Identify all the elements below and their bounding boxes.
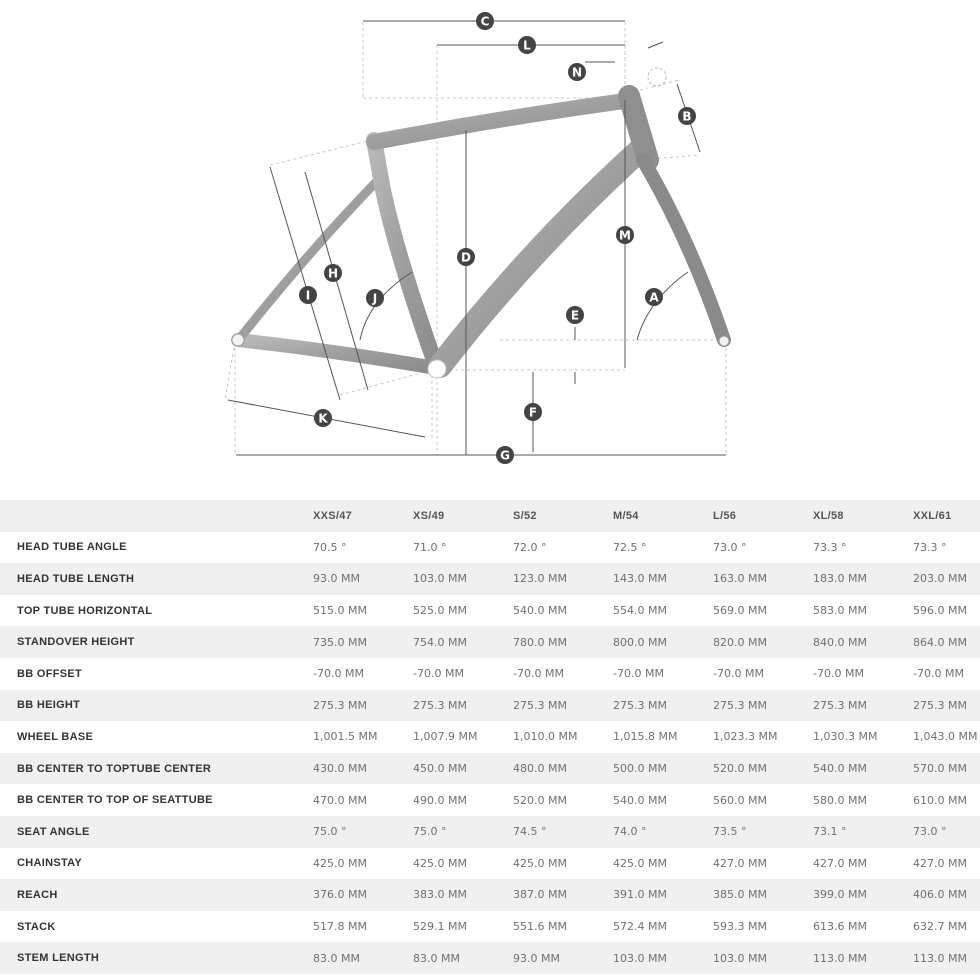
- marker-B: [678, 107, 696, 125]
- column-header: [0, 500, 313, 532]
- table-cell: -70.0 MM: [713, 667, 764, 681]
- table-cell: 399.0 MM: [813, 888, 867, 902]
- table-cell: -70.0 MM: [413, 667, 464, 681]
- table-cell: 540.0 MM: [513, 604, 567, 618]
- table-cell: 103.0 MM: [413, 572, 467, 586]
- row-label: BB OFFSET: [17, 667, 83, 680]
- svg-text:M: M: [619, 228, 631, 243]
- column-header: XL/58: [813, 509, 844, 522]
- table-row: [0, 848, 980, 880]
- table-cell: 1,001.5 MM: [313, 730, 378, 744]
- marker-D: [457, 248, 475, 266]
- row-label: STACK: [17, 920, 56, 933]
- marker-K: [314, 409, 332, 427]
- table-cell: -70.0 MM: [613, 667, 664, 681]
- table-cell: 840.0 MM: [813, 635, 867, 649]
- table-cell: 73.3 °: [813, 540, 847, 554]
- row-label: CHAINSTAY: [17, 857, 83, 870]
- geometry-table: [0, 500, 980, 974]
- table-cell: 73.1 °: [813, 825, 847, 839]
- table-cell: 143.0 MM: [613, 572, 667, 586]
- svg-text:J: J: [372, 291, 378, 306]
- svg-text:D: D: [461, 250, 471, 265]
- marker-G: [496, 446, 514, 464]
- svg-text:F: F: [528, 405, 538, 420]
- table-cell: 406.0 MM: [913, 888, 967, 902]
- marker-A: [645, 288, 663, 306]
- table-cell: 1,043.0 MM: [913, 730, 978, 744]
- marker-C: [476, 12, 494, 30]
- table-cell: 570.0 MM: [913, 762, 967, 776]
- table-row: [0, 595, 980, 627]
- table-row: [0, 721, 980, 753]
- column-header: S/52: [513, 509, 537, 522]
- marker-M: [616, 226, 634, 244]
- table-row: [0, 626, 980, 658]
- table-cell: 183.0 MM: [813, 572, 867, 586]
- table-header-row: [0, 500, 980, 532]
- row-label: TOP TUBE HORIZONTAL: [17, 604, 153, 617]
- table-cell: -70.0 MM: [513, 667, 564, 681]
- table-cell: 540.0 MM: [813, 762, 867, 776]
- column-header: L/56: [713, 509, 737, 522]
- table-row: [0, 563, 980, 595]
- table-cell: 376.0 MM: [313, 888, 367, 902]
- bottom-bracket: [428, 360, 446, 378]
- table-cell: 450.0 MM: [413, 762, 467, 776]
- table-cell: 596.0 MM: [913, 604, 967, 618]
- table-row: [0, 911, 980, 943]
- table-cell: 73.5 °: [713, 825, 747, 839]
- table-cell: 163.0 MM: [713, 572, 767, 586]
- table-cell: 275.3 MM: [813, 698, 867, 712]
- row-label: STANDOVER HEIGHT: [17, 636, 135, 649]
- table-cell: 71.0 °: [413, 540, 447, 554]
- table-cell: 430.0 MM: [313, 762, 367, 776]
- table-cell: 593.3 MM: [713, 920, 767, 934]
- marker-I: [299, 286, 317, 304]
- table-cell: -70.0 MM: [813, 667, 864, 681]
- table-row: [0, 816, 980, 848]
- table-row: [0, 532, 980, 564]
- table-cell: 520.0 MM: [513, 793, 567, 807]
- table-cell: 203.0 MM: [913, 572, 967, 586]
- table-row: [0, 879, 980, 911]
- table-cell: 632.7 MM: [913, 920, 967, 934]
- row-label: BB CENTER TO TOPTUBE CENTER: [17, 762, 212, 775]
- table-cell: 74.0 °: [613, 825, 647, 839]
- table-cell: 780.0 MM: [513, 635, 567, 649]
- table-cell: 1,010.0 MM: [513, 730, 578, 744]
- row-label: WHEEL BASE: [17, 730, 94, 743]
- marker-L: [518, 36, 536, 54]
- table-cell: 93.0 MM: [513, 951, 560, 965]
- table-cell: 275.3 MM: [513, 698, 567, 712]
- marker-N: [568, 63, 586, 81]
- table-cell: 864.0 MM: [913, 635, 967, 649]
- table-cell: 613.6 MM: [813, 920, 867, 934]
- table-row: [0, 753, 980, 785]
- dimension-lines: [228, 21, 726, 455]
- table-cell: 754.0 MM: [413, 635, 467, 649]
- table-cell: -70.0 MM: [913, 667, 964, 681]
- table-cell: 113.0 MM: [813, 951, 867, 965]
- table-cell: 520.0 MM: [713, 762, 767, 776]
- table-cell: 1,007.9 MM: [413, 730, 478, 744]
- column-header: XS/49: [413, 509, 445, 522]
- table-cell: 275.3 MM: [613, 698, 667, 712]
- table-cell: 73.3 °: [913, 540, 947, 554]
- row-label: BB HEIGHT: [17, 699, 81, 712]
- table-cell: 580.0 MM: [813, 793, 867, 807]
- table-cell: 517.8 MM: [313, 920, 367, 934]
- table-row: [0, 784, 980, 816]
- table-cell: 275.3 MM: [713, 698, 767, 712]
- table-cell: 70.5 °: [313, 540, 347, 554]
- table-cell: 427.0 MM: [913, 856, 967, 870]
- table-cell: 1,030.3 MM: [813, 730, 878, 744]
- table-row: [0, 690, 980, 722]
- table-cell: 383.0 MM: [413, 888, 467, 902]
- front-dropout: [719, 336, 729, 346]
- table-cell: 540.0 MM: [613, 793, 667, 807]
- marker-H: [324, 264, 342, 282]
- row-label: HEAD TUBE ANGLE: [17, 541, 127, 554]
- svg-text:G: G: [500, 448, 510, 463]
- row-label: STEM LENGTH: [17, 952, 100, 965]
- table-row: [0, 942, 980, 974]
- svg-text:K: K: [318, 411, 328, 426]
- column-header: XXS/47: [313, 509, 353, 522]
- table-cell: 583.0 MM: [813, 604, 867, 618]
- table-cell: 73.0 °: [913, 825, 947, 839]
- svg-text:A: A: [649, 290, 659, 305]
- table-cell: 83.0 MM: [413, 951, 460, 965]
- table-cell: 425.0 MM: [513, 856, 567, 870]
- marker-F: [524, 403, 542, 421]
- table-cell: -70.0 MM: [313, 667, 364, 681]
- table-cell: 560.0 MM: [713, 793, 767, 807]
- table-cell: 425.0 MM: [613, 856, 667, 870]
- row-label: SEAT ANGLE: [17, 825, 90, 838]
- table-cell: 387.0 MM: [513, 888, 567, 902]
- table-cell: 515.0 MM: [313, 604, 367, 618]
- table-cell: 820.0 MM: [713, 635, 767, 649]
- svg-text:H: H: [327, 266, 339, 281]
- rear-dropout: [232, 334, 244, 346]
- table-cell: 610.0 MM: [913, 793, 967, 807]
- table-row: [0, 658, 980, 690]
- stem-circle: [648, 68, 666, 86]
- table-cell: 75.0 °: [313, 825, 347, 839]
- table-cell: 551.6 MM: [513, 920, 567, 934]
- table-cell: 525.0 MM: [413, 604, 467, 618]
- table-cell: 75.0 °: [413, 825, 447, 839]
- table-cell: 83.0 MM: [313, 951, 360, 965]
- table-cell: 275.3 MM: [313, 698, 367, 712]
- table-cell: 735.0 MM: [313, 635, 367, 649]
- marker-J: [366, 289, 384, 307]
- table-cell: 72.0 °: [513, 540, 547, 554]
- table-cell: 93.0 MM: [313, 572, 360, 586]
- table-cell: 113.0 MM: [913, 951, 967, 965]
- column-header: M/54: [613, 509, 639, 522]
- table-cell: 1,023.3 MM: [713, 730, 778, 744]
- table-cell: 1,015.8 MM: [613, 730, 678, 744]
- bike-frame: [238, 96, 724, 368]
- table-cell: 427.0 MM: [813, 856, 867, 870]
- table-cell: 480.0 MM: [513, 762, 567, 776]
- svg-text:B: B: [682, 109, 692, 124]
- table-cell: 275.3 MM: [413, 698, 467, 712]
- dashed-guides: [225, 22, 726, 455]
- table-cell: 73.0 °: [713, 540, 747, 554]
- svg-text:N: N: [571, 65, 583, 80]
- svg-text:C: C: [480, 14, 490, 29]
- table-cell: 275.3 MM: [913, 698, 967, 712]
- table-cell: 427.0 MM: [713, 856, 767, 870]
- svg-text:L: L: [523, 38, 531, 53]
- row-label: HEAD TUBE LENGTH: [17, 572, 135, 585]
- table-cell: 103.0 MM: [713, 951, 767, 965]
- table-cell: 72.5 °: [613, 540, 647, 554]
- table-cell: 529.1 MM: [413, 920, 467, 934]
- table-cell: 500.0 MM: [613, 762, 667, 776]
- table-cell: 425.0 MM: [313, 856, 367, 870]
- table-cell: 74.5 °: [513, 825, 547, 839]
- table-cell: 103.0 MM: [613, 951, 667, 965]
- table-cell: 385.0 MM: [713, 888, 767, 902]
- svg-text:E: E: [570, 308, 580, 323]
- table-cell: 425.0 MM: [413, 856, 467, 870]
- column-header: XXL/61: [913, 509, 952, 522]
- table-cell: 123.0 MM: [513, 572, 567, 586]
- row-label: BB CENTER TO TOP OF SEATTUBE: [17, 794, 213, 807]
- table-cell: 572.4 MM: [613, 920, 667, 934]
- table-cell: 800.0 MM: [613, 635, 667, 649]
- svg-text:I: I: [305, 288, 311, 303]
- table-cell: 470.0 MM: [313, 793, 367, 807]
- table-cell: 569.0 MM: [713, 604, 767, 618]
- row-label: REACH: [17, 888, 58, 901]
- table-cell: 391.0 MM: [613, 888, 667, 902]
- table-cell: 490.0 MM: [413, 793, 467, 807]
- marker-E: [566, 306, 584, 324]
- table-cell: 554.0 MM: [613, 604, 667, 618]
